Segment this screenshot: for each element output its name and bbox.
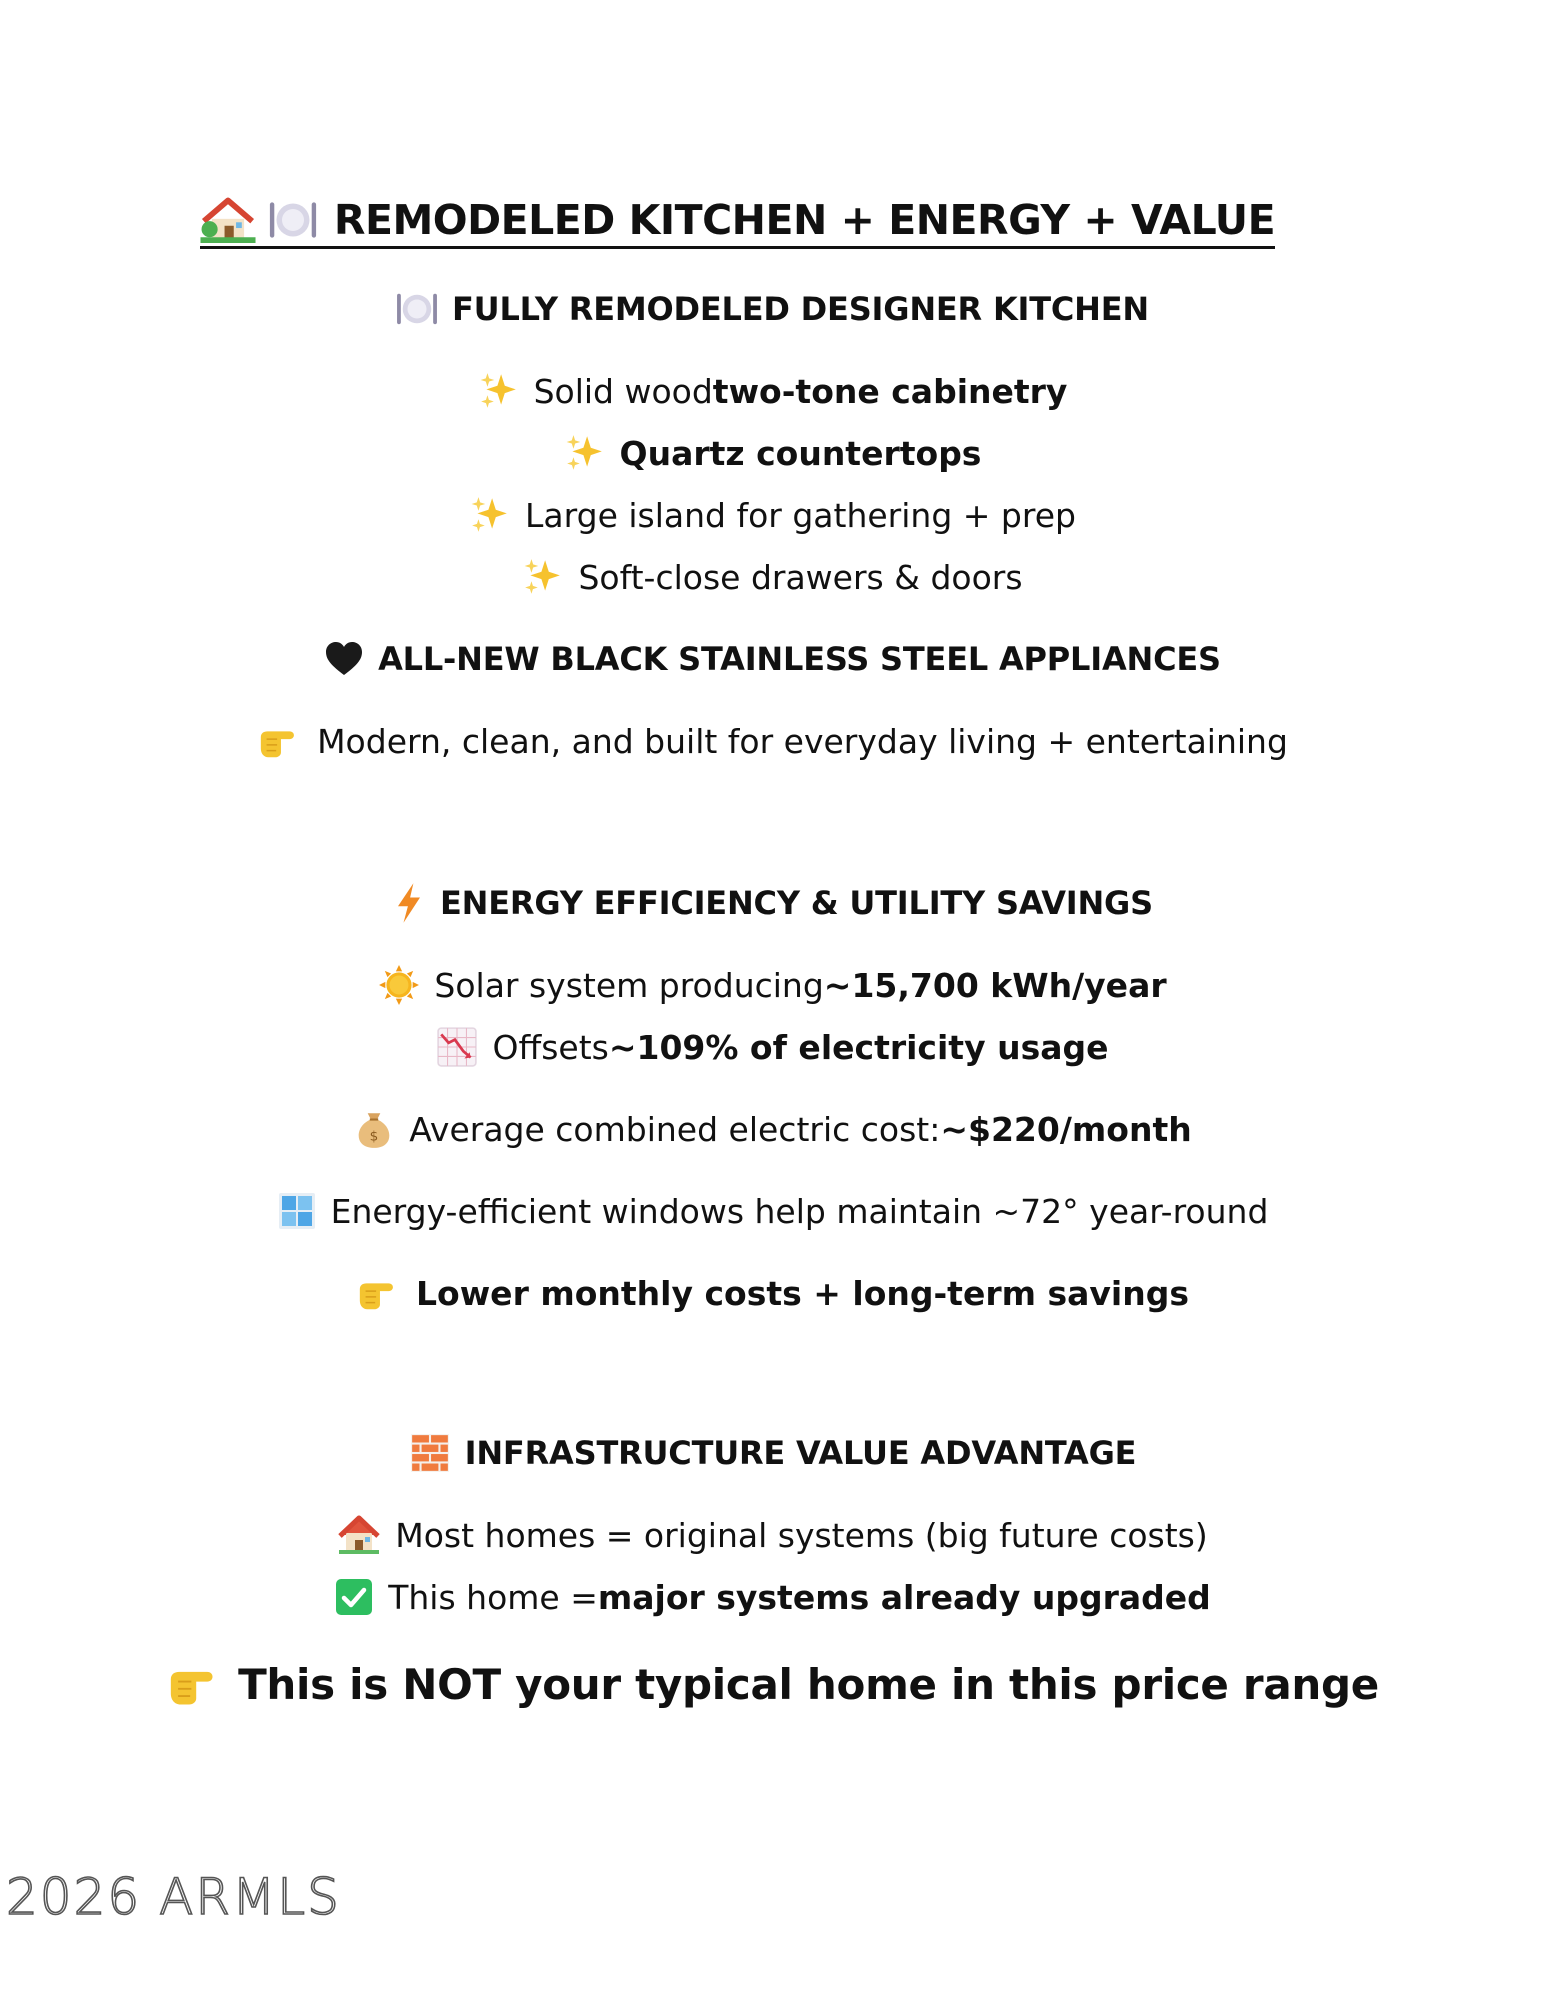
- brick-icon: [409, 1432, 451, 1474]
- money-bag-icon: [353, 1108, 395, 1150]
- cost-text: Average combined electric cost:: [409, 1109, 941, 1149]
- fork-knife-plate-icon: [266, 198, 320, 242]
- sun-icon: [378, 964, 420, 1006]
- feature-text: Soft-close drawers & doors: [578, 557, 1023, 597]
- feature-soft-close: [0, 554, 1545, 600]
- energy-windows: [0, 1188, 1545, 1234]
- kitchen-heading: [0, 286, 1545, 332]
- pointing-hand-icon: [257, 721, 303, 761]
- feature-text: Solid wood: [533, 371, 713, 411]
- chart-decreasing-icon: [436, 1026, 478, 1068]
- infrastructure-heading: [0, 1430, 1545, 1476]
- sparkles-icon: [564, 432, 606, 474]
- infrastructure-this-home: [0, 1574, 1545, 1620]
- most-homes-text: Most homes = original systems (big future costs): [395, 1515, 1208, 1555]
- check-mark-icon: [334, 1577, 374, 1617]
- feature-text-bold: Quartz countertops: [619, 433, 982, 473]
- solar-value: ~15,700 kWh/year: [823, 965, 1167, 1005]
- page-title-row: [0, 196, 1545, 248]
- sparkles-icon: [478, 370, 520, 412]
- energy-solar: [0, 962, 1545, 1008]
- energy-offset: [0, 1024, 1545, 1070]
- feature-countertops: [0, 430, 1545, 476]
- this-home-value: major systems already upgraded: [597, 1577, 1211, 1617]
- energy-heading: [0, 880, 1545, 926]
- energy-savings: [0, 1270, 1545, 1316]
- window-icon: [277, 1191, 317, 1231]
- feature-text-bold: two-tone cabinetry: [712, 371, 1068, 411]
- offset-value: ~109% of electricity usage: [608, 1027, 1109, 1067]
- pointing-hand-icon: [166, 1659, 224, 1709]
- page-title-text: REMODELED KITCHEN + ENERGY + VALUE: [333, 195, 1276, 244]
- offset-text: Offsets: [492, 1027, 609, 1067]
- feature-cabinetry: [0, 368, 1545, 414]
- feature-text: Large island for gathering + prep: [525, 495, 1076, 535]
- appliances-note-text: Modern, clean, and built for everyday living + entertaining: [317, 721, 1288, 761]
- appliances-note: [0, 718, 1545, 764]
- cost-value: ~$220/month: [940, 1109, 1192, 1149]
- feature-island: [0, 492, 1545, 538]
- infrastructure-heading-text: INFRASTRUCTURE VALUE ADVANTAGE: [464, 1434, 1137, 1472]
- energy-cost: [0, 1106, 1545, 1152]
- black-heart-icon: [324, 639, 364, 679]
- lightning-icon: [392, 881, 426, 925]
- this-home-text: This home =: [388, 1577, 598, 1617]
- solar-text: Solar system producing: [434, 965, 824, 1005]
- appliances-heading-text: ALL-NEW BLACK STAINLESS STEEL APPLIANCES: [378, 640, 1221, 678]
- pointing-hand-icon: [356, 1273, 402, 1313]
- savings-text: Lower monthly costs + long-term savings: [416, 1273, 1189, 1313]
- fork-knife-plate-icon: [396, 290, 438, 328]
- house-with-garden-icon: [200, 197, 256, 243]
- sparkles-icon: [522, 556, 564, 598]
- closing-statement: [0, 1654, 1545, 1714]
- house-icon: [337, 1515, 381, 1555]
- page-title: [200, 196, 1275, 249]
- watermark: 2026 ARMLS: [6, 1868, 341, 1926]
- windows-text: Energy-efficient windows help maintain ~72° year-round: [330, 1191, 1269, 1231]
- energy-heading-text: ENERGY EFFICIENCY & UTILITY SAVINGS: [440, 884, 1153, 922]
- kitchen-heading-text: FULLY REMODELED DESIGNER KITCHEN: [452, 290, 1149, 328]
- appliances-heading: [0, 636, 1545, 682]
- infrastructure-most-homes: [0, 1512, 1545, 1558]
- sparkles-icon: [469, 494, 511, 536]
- closing-text: This is NOT your typical home in this price range: [238, 1659, 1379, 1709]
